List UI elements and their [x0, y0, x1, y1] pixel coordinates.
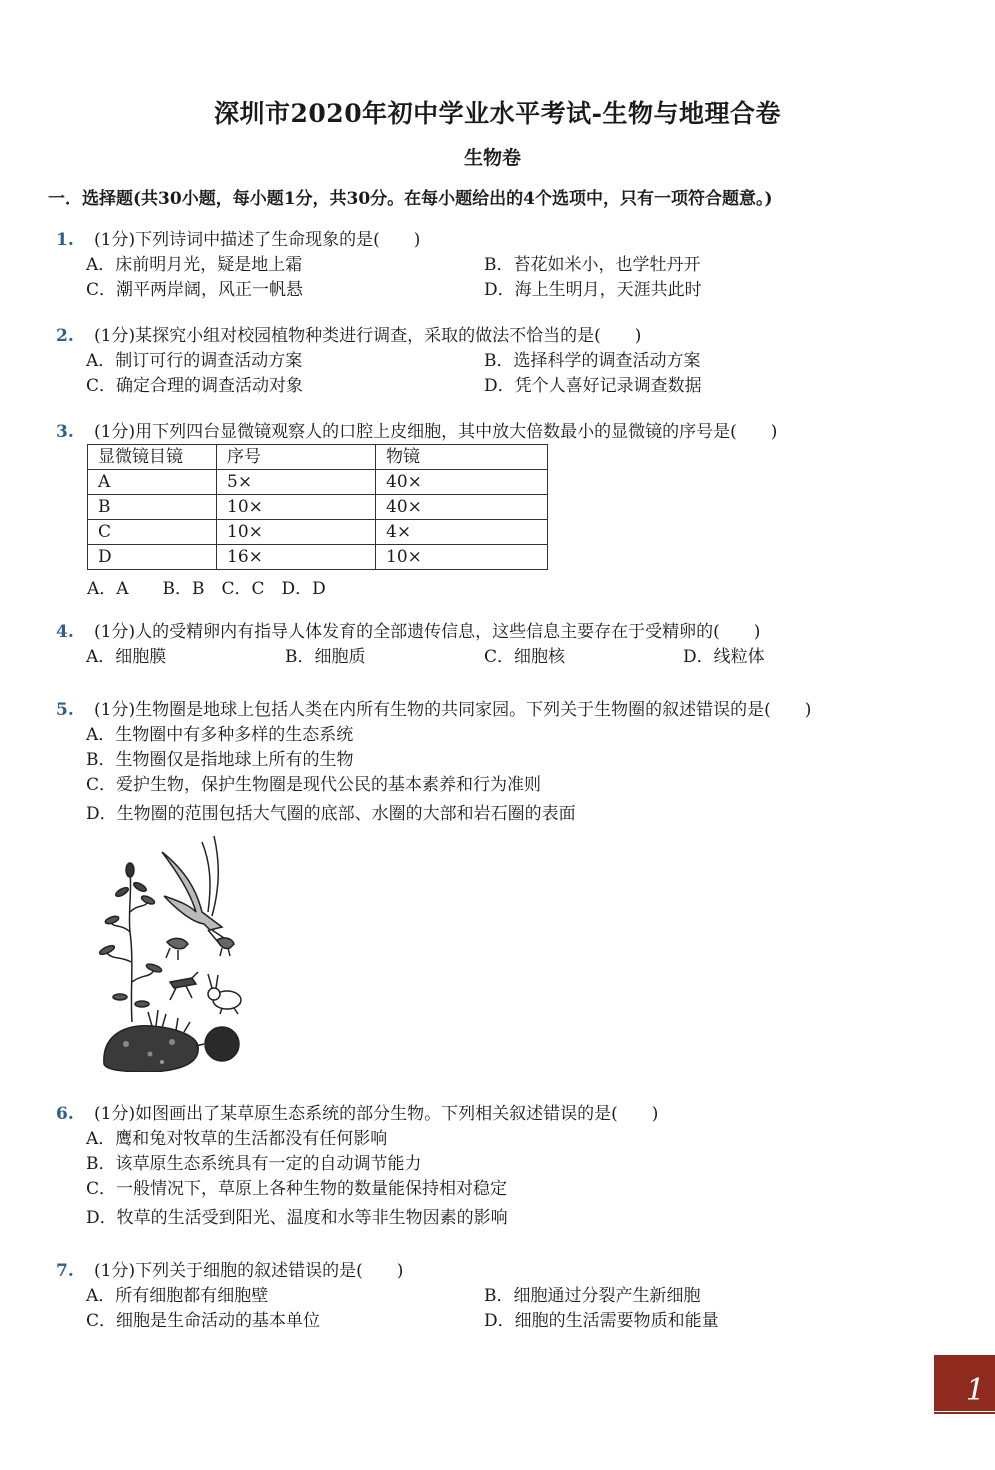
option-c: C．一般情况下，草原上各种生物的数量能保持相对稳定	[86, 1179, 508, 1199]
option-d: D．海上生明月，天涯共此时	[484, 280, 702, 300]
question-text: (1分)人的受精卵内有指导人体发育的全部遗传信息，这些信息主要存在于受精卵的( )	[94, 622, 761, 642]
question-number: 7.	[56, 1261, 74, 1281]
question-number: 2.	[56, 326, 74, 346]
question-number: 4.	[56, 622, 74, 642]
question-text: (1分)如图画出了某草原生态系统的部分生物。下列相关叙述错误的是( )	[94, 1104, 659, 1124]
microscope-table	[87, 444, 548, 570]
table-cell: 40×	[376, 495, 548, 520]
table-header: 显微镜目镜	[88, 445, 217, 470]
page-title: 深圳市2020年初中学业水平考试-生物与地理合卷	[214, 99, 781, 128]
table-cell: 5×	[217, 470, 376, 495]
option-b: B．选择科学的调查活动方案	[484, 351, 701, 371]
option-c: C．细胞核	[484, 647, 566, 667]
option-b: B．细胞质	[285, 647, 366, 667]
question-number: 3.	[56, 422, 74, 442]
table-cell: 16×	[217, 545, 376, 570]
question-5	[56, 698, 936, 827]
table-cell: 10×	[217, 520, 376, 545]
option-c: C．爱护生物，保护生物圈是现代公民的基本素养和行为准则	[86, 775, 542, 795]
table-row	[88, 495, 548, 520]
option-d: D．牧草的生活受到阳光、温度和水等非生物因素的影响	[86, 1208, 508, 1228]
table-cell: B	[88, 495, 217, 520]
table-row	[88, 545, 548, 570]
question-text: (1分)下列诗词中描述了生命现象的是( )	[94, 230, 421, 250]
option-a: A．鹰和兔对牧草的生活都没有任何影响	[86, 1129, 388, 1149]
table-header: 序号	[217, 445, 376, 470]
option-b: B．苔花如米小，也学牡丹开	[484, 255, 701, 275]
option-b: B．该草原生态系统具有一定的自动调节能力	[86, 1154, 422, 1174]
question-text: (1分)某探究小组对校园植物种类进行调查，采取的做法不恰当的是( )	[94, 326, 642, 346]
question-number: 6.	[56, 1104, 74, 1124]
page-number: 1	[934, 1355, 995, 1411]
option-c: C．确定合理的调查活动对象	[86, 376, 304, 396]
option-d: D．细胞的生活需要物质和能量	[484, 1311, 719, 1331]
option-d: D．凭个人喜好记录调查数据	[484, 376, 702, 396]
section-heading: 一．选择题(共30小题，每小题1分，共30分。在每小题给出的4个选项中，只有一项符合题意。)	[48, 189, 773, 209]
question-3	[56, 420, 936, 445]
page-subtitle: 生物卷	[463, 147, 521, 169]
question-2	[56, 324, 936, 399]
table-header-row	[88, 445, 548, 470]
option-d: D．生物圈的范围包括大气圈的底部、水圈的大部和岩石圈的表面	[86, 804, 576, 824]
table-row	[88, 470, 548, 495]
option-a: A．生物圈中有多种多样的生态系统	[86, 725, 354, 745]
option-b: B．生物圈仅是指地球上所有的生物	[86, 750, 354, 770]
table-cell: C	[88, 520, 217, 545]
table-cell: 10×	[217, 495, 376, 520]
question-number: 5.	[56, 700, 74, 720]
option-a: A．细胞膜	[86, 647, 167, 667]
option-b: B．细胞通过分裂产生新细胞	[484, 1286, 701, 1306]
option-a: A．床前明月光，疑是地上霜	[86, 255, 303, 275]
option-d: D．线粒体	[683, 647, 765, 667]
table-cell: A	[88, 470, 217, 495]
page-number-underline	[934, 1412, 995, 1414]
question-number: 1.	[56, 230, 74, 250]
question-text: (1分)用下列四台显微镜观察人的口腔上皮细胞，其中放大倍数最小的显微镜的序号是( )	[94, 422, 778, 442]
table-cell: D	[88, 545, 217, 570]
answer-options: A．A B．B C．C D．D	[87, 579, 326, 599]
question-1	[56, 228, 936, 303]
question-text: (1分)生物圈是地球上包括人类在内所有生物的共同家园。下列关于生物圈的叙述错误的是( )	[94, 700, 812, 720]
table-cell: 10×	[376, 545, 548, 570]
option-a: A．制订可行的调查活动方案	[86, 351, 303, 371]
option-a: A．所有细胞都有细胞壁	[86, 1286, 269, 1306]
option-c: C．细胞是生命活动的基本单位	[86, 1311, 321, 1331]
table-cell: 4×	[376, 520, 548, 545]
question-6	[56, 1102, 936, 1231]
table-cell: 40×	[376, 470, 548, 495]
question-4	[56, 620, 936, 670]
table-row	[88, 520, 548, 545]
question-7	[56, 1259, 936, 1334]
table-header: 物镜	[376, 445, 548, 470]
question-text: (1分)下列关于细胞的叙述错误的是( )	[94, 1261, 404, 1281]
grassland-ecosystem-illustration	[92, 832, 252, 1072]
option-c: C．潮平两岸阔，风正一帆悬	[86, 280, 304, 300]
